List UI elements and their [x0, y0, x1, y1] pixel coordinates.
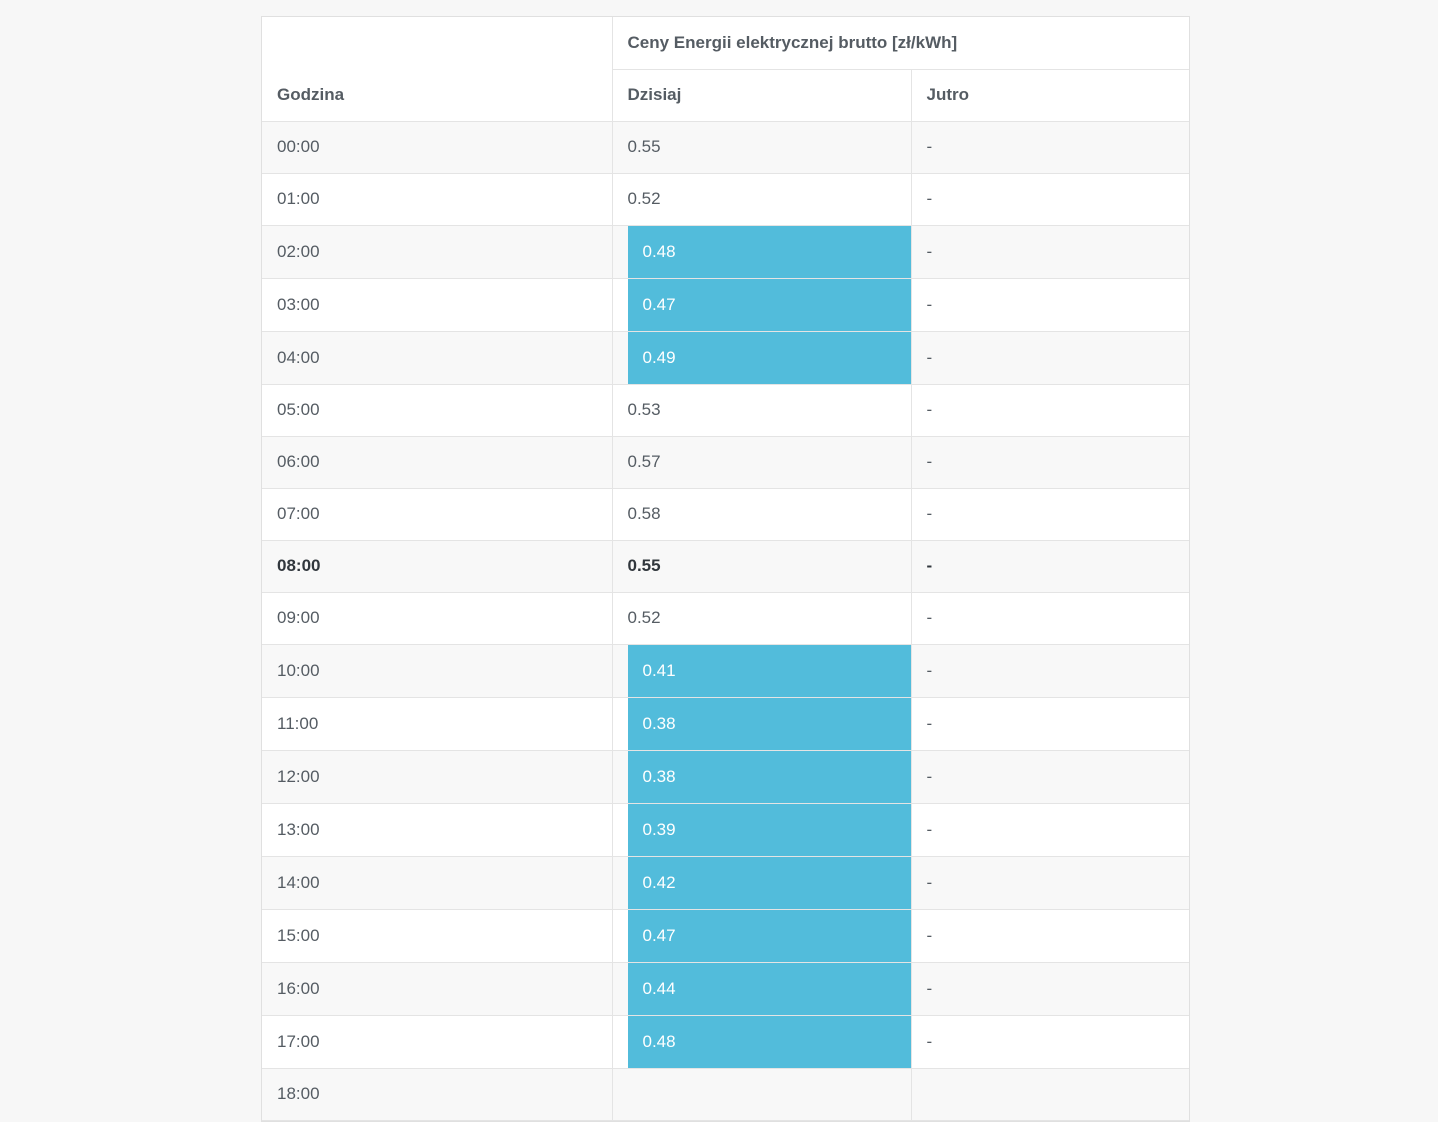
table-row	[262, 909, 1189, 962]
table-row	[262, 697, 1189, 750]
cell-price-today	[612, 803, 911, 856]
table-row	[262, 592, 1189, 644]
price-highlight-bar: 0.44	[628, 963, 911, 1015]
cell-price-tomorrow: -	[911, 750, 1189, 803]
cell-hour: 15:00	[262, 909, 612, 962]
cell-hour: 17:00	[262, 1015, 612, 1068]
table-row	[262, 225, 1189, 278]
energy-price-table-container	[261, 16, 1190, 1122]
cell-price-today	[612, 962, 911, 1015]
cell-hour: 02:00	[262, 225, 612, 278]
cell-price-today: 0.55	[612, 540, 911, 592]
cell-price-tomorrow: -	[911, 436, 1189, 488]
table-row	[262, 962, 1189, 1015]
cell-hour: 14:00	[262, 856, 612, 909]
price-highlight-bar: 0.42	[628, 857, 911, 909]
cell-price-today	[612, 909, 911, 962]
table-row	[262, 331, 1189, 384]
table-row	[262, 750, 1189, 803]
cell-price-tomorrow: -	[911, 278, 1189, 331]
cell-price-tomorrow: -	[911, 1015, 1189, 1068]
cell-hour: 04:00	[262, 331, 612, 384]
cell-price-today	[612, 278, 911, 331]
price-highlight-bar: 0.48	[628, 226, 911, 278]
cell-price-tomorrow: -	[911, 909, 1189, 962]
cell-price-tomorrow: -	[911, 173, 1189, 225]
table-column-header-row	[262, 69, 1189, 121]
group-header-spacer	[262, 17, 612, 69]
column-header-tomorrow: Jutro	[911, 69, 1189, 121]
cell-price-today: 0.57	[612, 436, 911, 488]
cell-hour: 05:00	[262, 384, 612, 436]
column-header-today: Dzisiaj	[612, 69, 911, 121]
price-highlight-bar: 0.49	[628, 332, 911, 384]
cell-price-tomorrow: -	[911, 384, 1189, 436]
table-row	[262, 644, 1189, 697]
table-group-header-row	[262, 17, 1189, 69]
table-row	[262, 278, 1189, 331]
cell-price-today: 0.52	[612, 173, 911, 225]
cell-price-today: 0.52	[612, 592, 911, 644]
table-row	[262, 540, 1189, 592]
column-header-hour: Godzina	[262, 69, 612, 121]
energy-price-table	[262, 17, 1189, 1121]
cell-price-today: 0.58	[612, 488, 911, 540]
table-header	[262, 17, 1189, 121]
cell-price-tomorrow	[911, 1068, 1189, 1120]
cell-price-today	[612, 331, 911, 384]
cell-price-today	[612, 225, 911, 278]
cell-hour: 08:00	[262, 540, 612, 592]
table-row	[262, 384, 1189, 436]
cell-hour: 00:00	[262, 121, 612, 173]
table-row	[262, 173, 1189, 225]
cell-hour: 12:00	[262, 750, 612, 803]
cell-price-today	[612, 644, 911, 697]
table-row	[262, 488, 1189, 540]
cell-price-tomorrow: -	[911, 644, 1189, 697]
cell-price-tomorrow: -	[911, 856, 1189, 909]
table-row	[262, 1015, 1189, 1068]
cell-hour: 01:00	[262, 173, 612, 225]
price-highlight-bar: 0.41	[628, 645, 911, 697]
cell-hour: 07:00	[262, 488, 612, 540]
cell-price-today	[612, 750, 911, 803]
cell-hour: 10:00	[262, 644, 612, 697]
cell-hour: 16:00	[262, 962, 612, 1015]
cell-price-tomorrow: -	[911, 697, 1189, 750]
table-row	[262, 1068, 1189, 1120]
table-row	[262, 121, 1189, 173]
group-header-prices: Ceny Energii elektrycznej brutto [zł/kWh]	[612, 17, 1189, 69]
cell-price-today	[612, 1015, 911, 1068]
price-highlight-bar: 0.38	[628, 698, 911, 750]
price-highlight-bar: 0.47	[628, 279, 911, 331]
cell-price-today	[612, 856, 911, 909]
cell-price-tomorrow: -	[911, 592, 1189, 644]
price-highlight-bar: 0.48	[628, 1016, 911, 1068]
cell-price-tomorrow: -	[911, 803, 1189, 856]
cell-hour: 09:00	[262, 592, 612, 644]
cell-hour: 18:00	[262, 1068, 612, 1120]
cell-hour: 13:00	[262, 803, 612, 856]
table-row	[262, 856, 1189, 909]
cell-price-today	[612, 697, 911, 750]
price-highlight-bar: 0.38	[628, 751, 911, 803]
cell-price-tomorrow: -	[911, 225, 1189, 278]
cell-hour: 11:00	[262, 697, 612, 750]
cell-hour: 03:00	[262, 278, 612, 331]
cell-price-today: 0.53	[612, 384, 911, 436]
price-highlight-bar: 0.47	[628, 910, 911, 962]
table-row	[262, 436, 1189, 488]
table-row	[262, 803, 1189, 856]
cell-price-tomorrow: -	[911, 962, 1189, 1015]
cell-price-today	[612, 1068, 911, 1120]
cell-price-tomorrow: -	[911, 488, 1189, 540]
cell-hour: 06:00	[262, 436, 612, 488]
price-highlight-bar: 0.39	[628, 804, 911, 856]
table-body	[262, 121, 1189, 1120]
cell-price-today: 0.55	[612, 121, 911, 173]
cell-price-tomorrow: -	[911, 331, 1189, 384]
cell-price-tomorrow: -	[911, 121, 1189, 173]
cell-price-tomorrow: -	[911, 540, 1189, 592]
